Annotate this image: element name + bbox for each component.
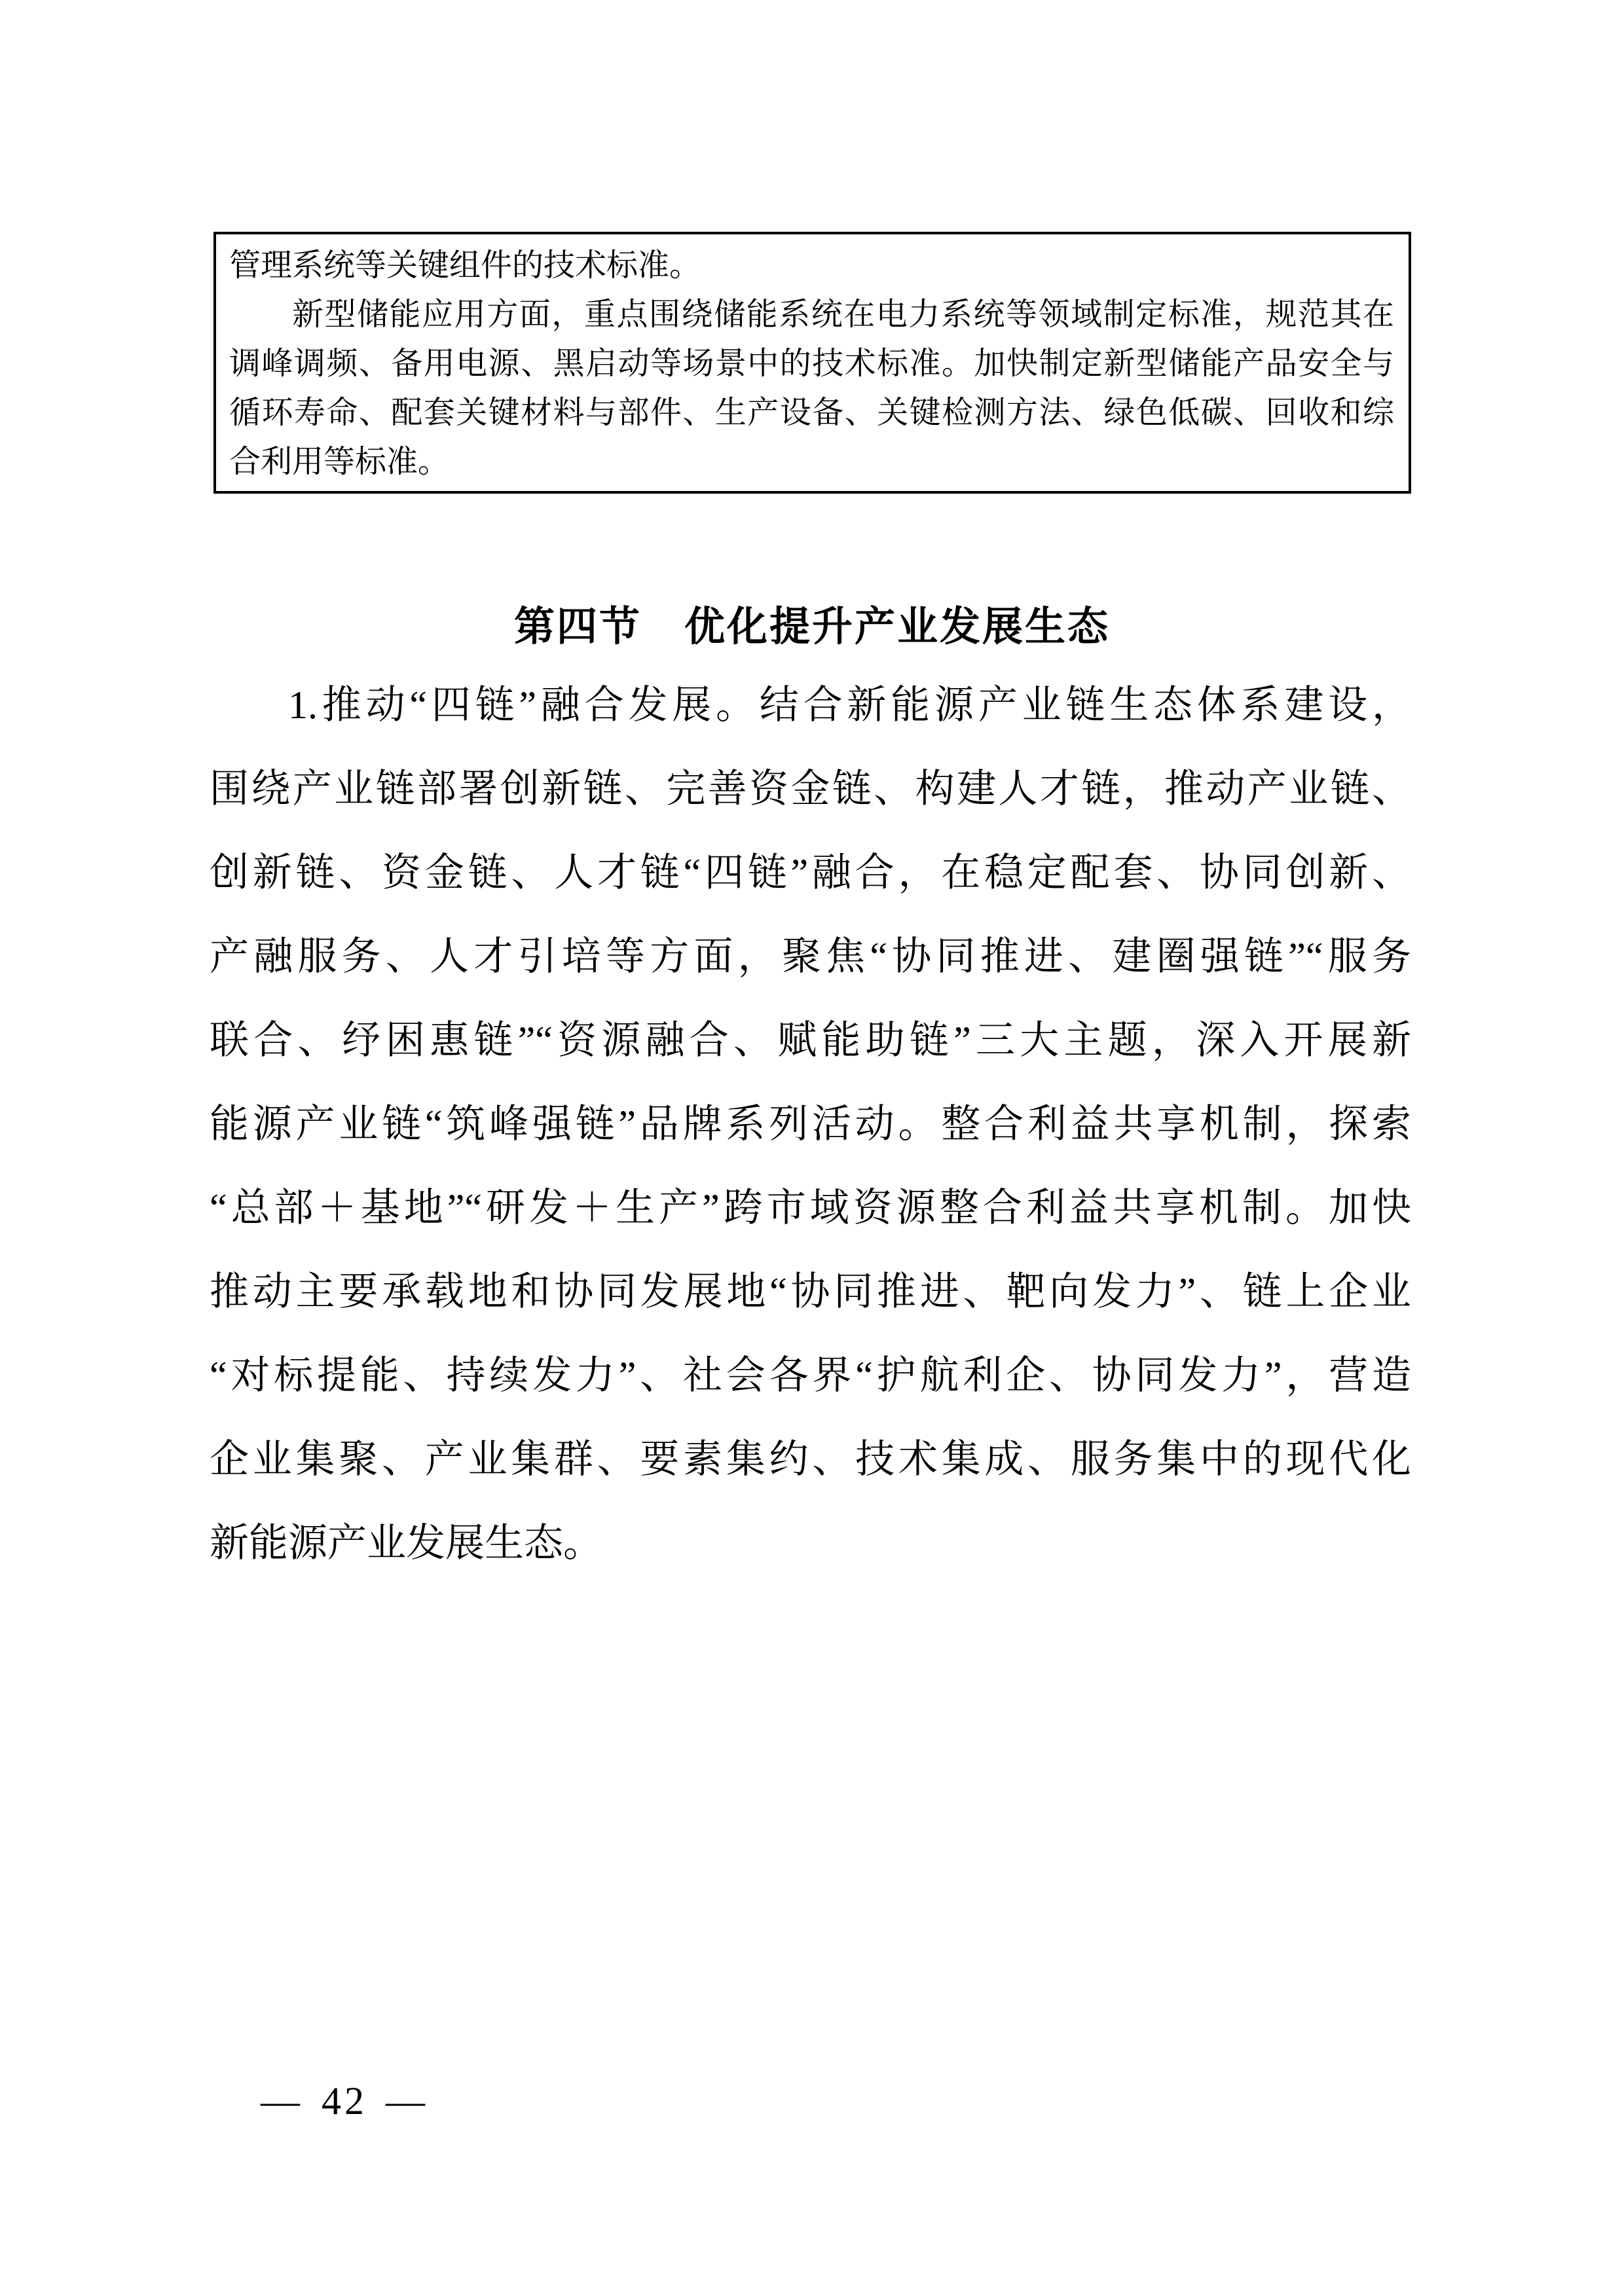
body-text-line: 联合、纾困惠链”“资源融合、赋能助链”三大主题，深入开展新	[210, 1019, 1411, 1062]
body-text-line: “总部＋基地”“研发＋生产”跨市域资源整合利益共享机制。加快	[210, 1186, 1411, 1230]
body-text-line: 创新链、资金链、人才链“四链”融合，在稳定配套、协同创新、	[210, 851, 1411, 894]
body-text-line: 推动主要承载地和协同发展地“协同推进、靶向发力”、链上企业	[210, 1270, 1411, 1313]
body-text-line: 新能源产业发展生态。	[210, 1522, 602, 1565]
callout-box-line: 管理系统等关键组件的技术标准。	[229, 248, 701, 283]
callout-box-line: 调峰调频、备用电源、黑启动等场景中的技术标准。加快制定新型储能产品安全与	[229, 346, 1394, 381]
body-text-line: 企业集聚、产业集群、要素集约、技术集成、服务集中的现代化	[210, 1438, 1411, 1481]
page-number: — 42 —	[261, 2079, 428, 2123]
standards-callout-box	[213, 232, 1411, 494]
body-paragraph	[210, 663, 1411, 1585]
body-text-line: 能源产业链“筑峰强链”品牌系列活动。整合利益共享机制，探索	[210, 1102, 1411, 1146]
callout-box-line: 合利用等标准。	[229, 445, 450, 479]
body-text-line: 产融服务、人才引培等方面，聚焦“协同推进、建圈强链”“服务	[210, 935, 1411, 978]
body-text-line: “对标提能、持续发力”、社会各界“护航利企、协同发力”，营造	[210, 1354, 1411, 1397]
callout-box-line: 循环寿命、配套关键材料与部件、生产设备、关键检测方法、绿色低碳、回收和综	[229, 395, 1394, 430]
section-heading: 第四节 优化提升产业发展生态	[513, 604, 1110, 649]
callout-box-line: 新型储能应用方面，重点围绕储能系统在电力系统等领域制定标准，规范其在	[292, 297, 1394, 332]
body-text-line: 围绕产业链部署创新链、完善资金链、构建人才链，推动产业链、	[210, 767, 1411, 811]
body-text-line: 1.推动“四链”融合发展。结合新能源产业链生态体系建设，	[288, 683, 1411, 727]
